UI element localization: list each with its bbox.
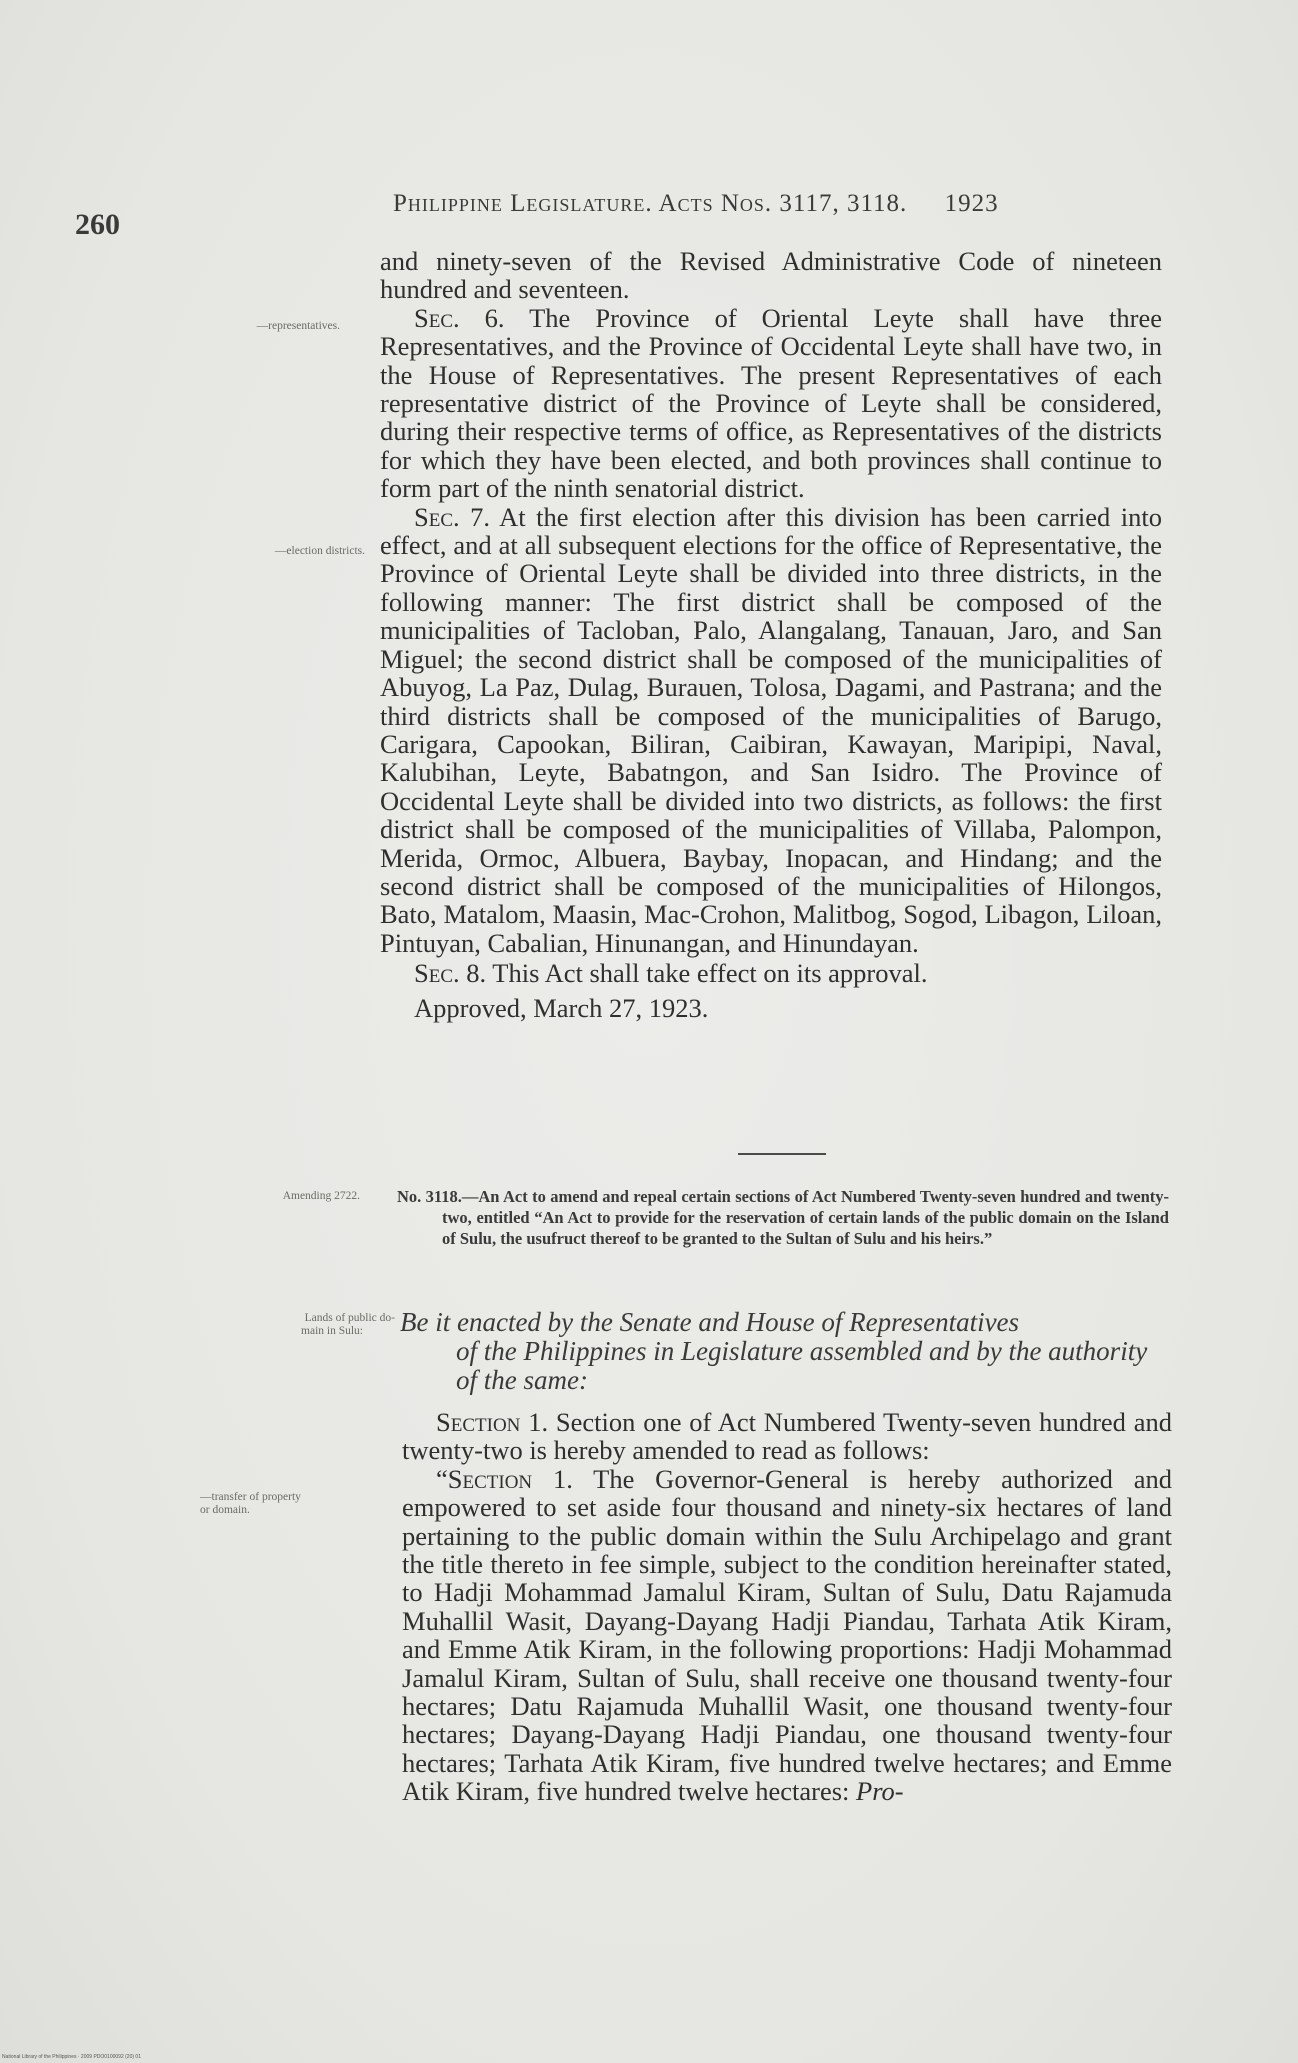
section-7-body: At the first election after this division has been carried into effect, and at all subsequent elections for the office of Representative, the Province of Oriental Leyte shall be divided into three districts, in the following manner: The first district shall be composed of the municipalities of Tacloban, Palo, Alangalang, Tanauan, Jaro, and San Miguel; the second district shall be composed of the municipalities of Abuyog, La Paz, Dulag, Burauen, Tolosa, Dagami, and Pastrana; and the third districts shall be composed of the municipalities of Barugo, Carigara, Capookan, Biliran, Caibiran, Kawayan, Maripipi, Naval, Kalubihan, Leyte, Babatngon, and San Isidro. The Province of Occidental Leyte shall be divided into two districts, as follows: the first district shall be composed of the municipalities of Villaba, Palompon, Merida, Ormoc, Albuera, Baybay, Inopacan, and Hindang; and the second district shall be composed of the municipalities of Hilongos, Bato, Matalom, Maasin, Mac-Crohon, Malitbog, Sogod, Libagon, Liloan, Pintuyan, Cabalian, Hinunangan, and Hinundayan. [380,501,1162,958]
section-8-body: This Act shall take effect on its approval. [486,958,928,989]
scan-footer: National Library of the Philippines · 2009 PDO0100092 (20) 01 [2,2054,141,2060]
section-6-body: The Province of Oriental Leyte shall have three Representatives, and the Province of Occidental Leyte shall have two, in the House of Representatives. The present Representatives of each representative district of the Province of Leyte shall be considered, during their respective terms of office, as Representatives of the districts for which they have been elected, and both provinces shall continue to form part of the ninth senatorial district. [380,302,1162,504]
section-7-paragraph [380,503,1162,958]
section-1-paragraph [402,1408,1172,1465]
section-7-label: Sec. 7. [414,501,491,532]
enacting-clause-rest: of the Philippines in Legislature assembled and by the authority of the same: [456,1336,1148,1395]
section-8-paragraph [380,959,1162,987]
margin-note-representatives: —representatives. [256,320,340,332]
continuation-paragraph: and ninety-seven of the Revised Administrative Code of nineteen hundred and seventeen. [380,246,1162,305]
section-1-body: Section one of Act Numbered Twenty-seven hundred and twenty-two is hereby amended to read as follows: [402,1407,1172,1466]
running-header [393,190,1143,218]
quoted-section-1-label: “Section 1. [436,1463,573,1494]
margin-note-election-districts: —election districts. [274,545,365,557]
header-title: Philippine Legislature. Acts Nos. 3117, 3118. [393,190,908,217]
section-divider [738,1153,826,1155]
act-3118-title-text: No. 3118.—An Act to amend and repeal certain sections of Act Numbered Twenty-seven hundred and twenty-two, entitled “An Act to provide for the reservation of certain lands of the public domain on the Island of Sulu, the usufruct thereof to be granted to the Sultan of Sulu and his heirs.” [397,1187,1169,1248]
quoted-section-1-body: The Governor-General is hereby authorized and empowered to set aside four thousand and ninety-six hectares of land pertaining to the public domain within the Sulu Archipelago and grant the title thereto in fee simple, subject to the condition hereinafter stated, to Hadji Mohammad Jamalul Kiram, Sultan of Sulu, Datu Rajamuda Muhallil Wasit, Dayang-Dayang Hadji Piandau, Tarhata Atik Kiram, and Emme Atik Kiram, in the following proportions: Hadji Mohammad Jamalul Kiram, Sultan of Sulu, shall receive one thousand twenty-four hectares; Datu Rajamuda Muhallil Wasit, one thousand twenty-four hectares; Dayang-Dayang Hadji Piandau, one thousand twenty-four hectares; Tarhata Atik Kiram, five hundred twelve hectares; and Emme Atik Kiram, five hundred twelve hectares: [402,1463,1173,1807]
enacting-clause-line1: Be it enacted by the Senate and House of Representatives [400,1307,1020,1337]
section-6-paragraph [380,304,1162,503]
margin-note-lands [150,1312,395,1338]
quoted-section-1-paragraph [402,1465,1172,1806]
approved-line: Approved, March 27, 1923. [414,992,709,1023]
section-6-label: Sec. 6. [414,302,505,333]
section-8-label: Sec. 8. [414,958,487,989]
margin-note-amending: Amending 2722. [282,1190,360,1202]
header-year: 1923 [944,190,999,217]
margin-note-transfer-line2: or domain. [200,1504,250,1516]
page-number: 260 [75,208,120,241]
section-1-label: Section 1. [436,1407,549,1437]
act-3118-text [402,1408,1172,1806]
margin-note-transfer [150,1491,395,1517]
margin-note-lands-line1: Lands of public do- [304,1312,395,1324]
margin-note-transfer-line1: —transfer of property [200,1491,301,1503]
margin-note-lands-line2: main in Sulu: [301,1325,363,1337]
quoted-section-1-tail: Pro- [856,1776,904,1807]
act-3118-title [397,1186,1169,1249]
enacting-clause [400,1308,1170,1395]
act-3117-text [380,247,1162,1022]
